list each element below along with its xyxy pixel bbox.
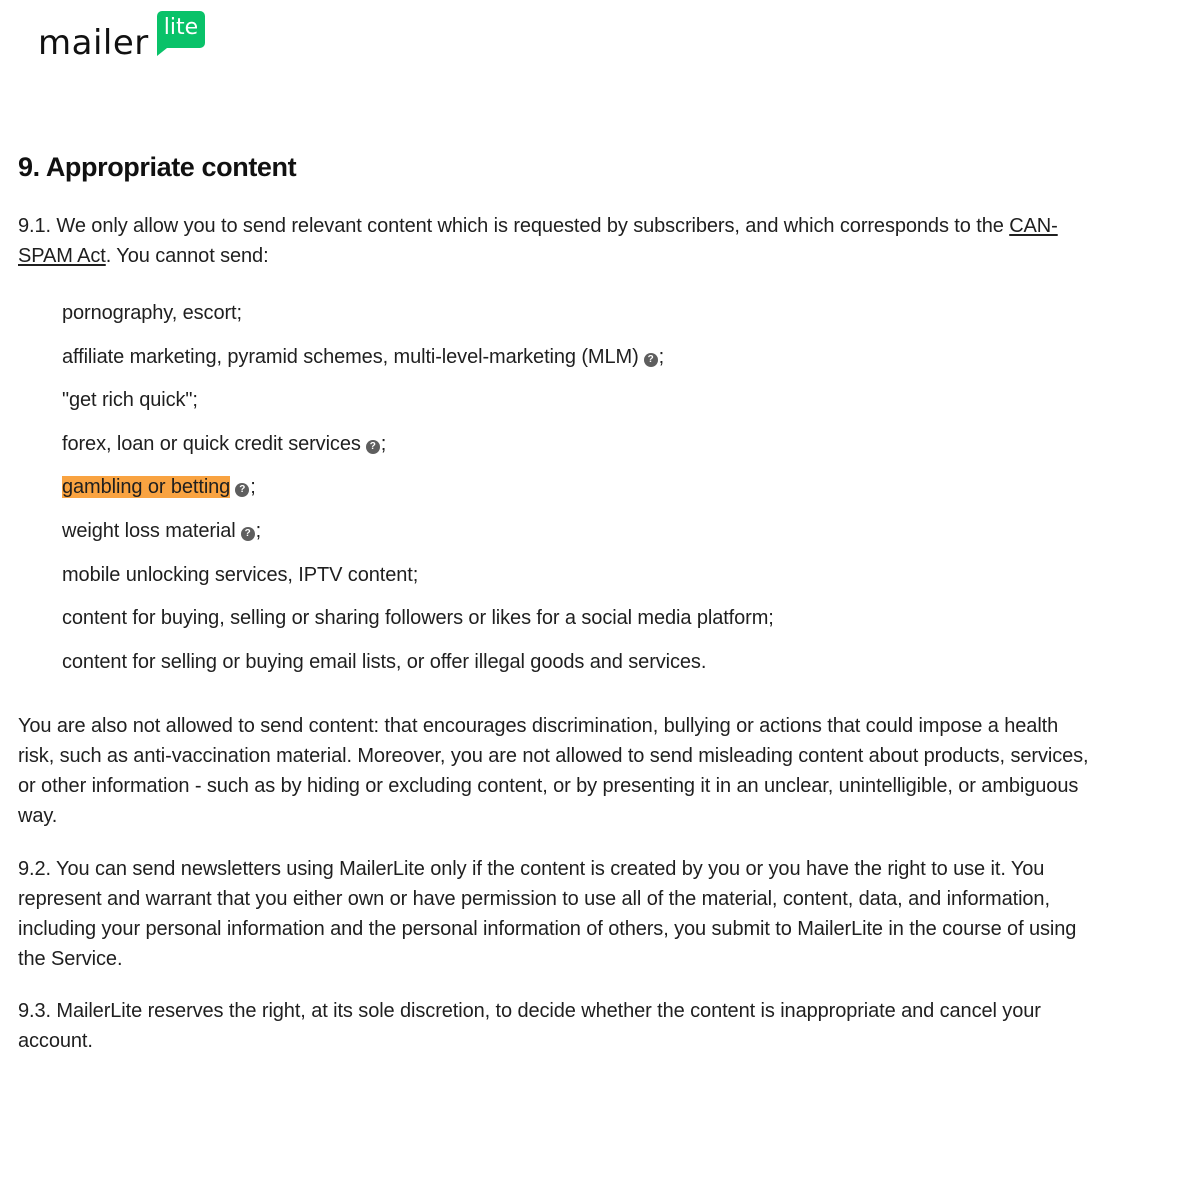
- list-item-text: mobile unlocking services, IPTV content;: [62, 563, 419, 586]
- list-item-text: content for buying, selling or sharing followers or likes for a social media platform;: [62, 607, 774, 630]
- list-item-suffix: ;: [250, 476, 256, 499]
- paragraph-9-1: [18, 211, 1098, 271]
- mailerlite-logo[interactable]: [38, 10, 205, 62]
- section-title: 9. Appropriate content: [18, 152, 297, 182]
- list-item-text: affiliate marketing, pyramid schemes, multi-level-marketing (MLM): [62, 345, 639, 368]
- highlighted-text: gambling or betting: [62, 476, 231, 499]
- logo-wordmark: mailer: [38, 23, 149, 63]
- help-icon[interactable]: ?: [366, 440, 380, 454]
- can-spam-act-link[interactable]: CAN-SPAM Act: [18, 215, 1058, 267]
- paragraph-9-3: 9.3. MailerLite reserves the right, at its sole discretion, to decide whether the content is inappropriate and cancel your account.: [18, 999, 1041, 1052]
- list-item-text: "get rich quick";: [62, 389, 198, 412]
- list-item-text: pornography, escort;: [62, 302, 242, 324]
- list-item: [62, 385, 1098, 415]
- paragraph-also-not-allowed: You are also not allowed to send content: that encourages discrimination, bullying or actions that could impose a health risk, such as anti-vaccination material. Moreover, you are not allowed to send misleading content about products, services, or other information - such as by hiding or excluding content, or by presenting it in an unclear, unintelligible, or ambiguous way.: [18, 714, 1089, 827]
- paragraph-9-2: 9.2. You can send newsletters using MailerLite only if the content is created by you or you have the right to use it. You represent and warrant that you either own or have permission to use all of the material, content, data, and information, including your personal information and the personal information of others, you submit to MailerLite in the course of using the Service.: [18, 857, 1077, 970]
- list-item: [62, 516, 1098, 546]
- help-icon[interactable]: ?: [241, 527, 255, 541]
- list-item-highlighted: [62, 472, 1098, 502]
- paragraph-9-1-text: 9.1. We only allow you to send relevant content which is requested by subscribers, and which corresponds to the: [18, 215, 1010, 237]
- paragraph-9-1-tail: . You cannot send:: [105, 245, 269, 267]
- list-item: [62, 342, 1098, 372]
- forbidden-content-list: [18, 298, 1098, 677]
- logo-badge: lite: [157, 11, 205, 48]
- help-icon[interactable]: ?: [644, 353, 658, 367]
- help-icon[interactable]: ?: [235, 483, 249, 497]
- list-item: [62, 647, 1098, 677]
- list-item: [62, 603, 1098, 633]
- list-item-text: content for selling or buying email lists, or offer illegal goods and services.: [62, 650, 707, 673]
- list-item-suffix: ;: [658, 345, 665, 368]
- terms-section: [18, 145, 1098, 1056]
- list-item-text: weight loss material: [62, 519, 236, 542]
- list-item-text: forex, loan or quick credit services: [62, 432, 361, 455]
- list-item-suffix: ;: [380, 432, 387, 455]
- list-item: [62, 429, 1098, 459]
- list-item: [62, 298, 1098, 328]
- list-item-suffix: ;: [255, 519, 262, 542]
- list-item: [62, 560, 1098, 590]
